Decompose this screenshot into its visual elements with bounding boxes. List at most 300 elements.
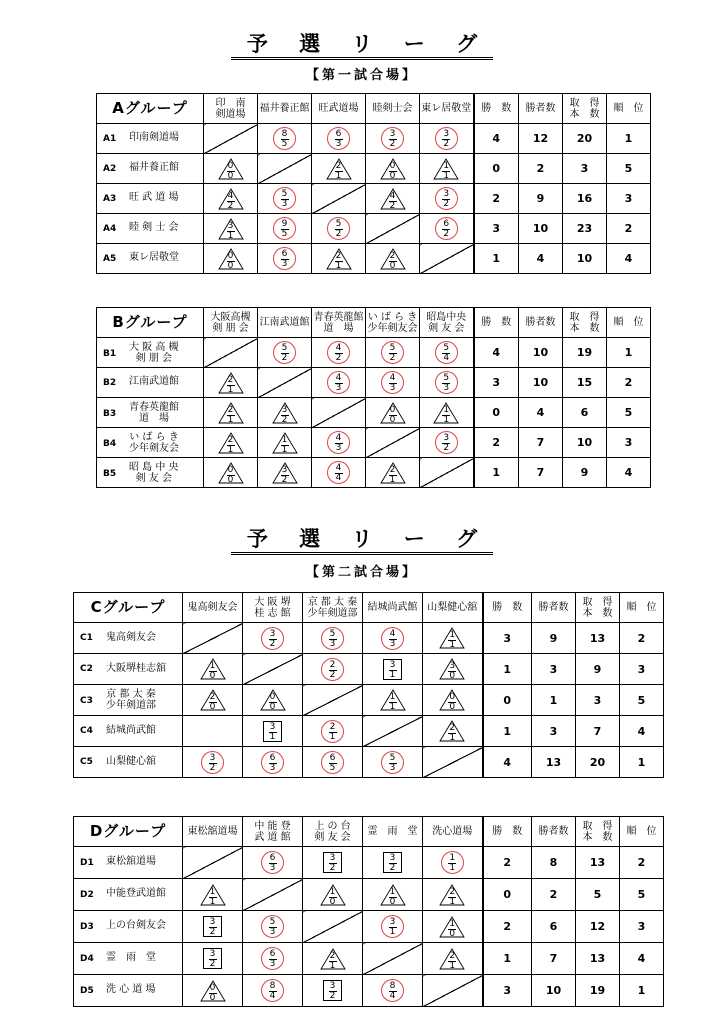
table-row — [74, 685, 664, 716]
loss-triangle-icon: $\frac{4}{2}$ — [380, 188, 406, 210]
stat-value: 4 — [607, 458, 651, 488]
match-result-cell — [363, 847, 423, 879]
table-row — [97, 338, 651, 368]
stat-value: 7 — [532, 943, 576, 975]
loss-triangle-icon: $\frac{3}{2}$ — [272, 462, 298, 484]
group-table-Bグループ — [96, 307, 651, 488]
loss-triangle-icon: $\frac{2}{1}$ — [218, 432, 244, 454]
team-code: C4 — [80, 726, 93, 737]
opponent-column-header: 旺武道場 — [312, 94, 366, 124]
match-result-cell — [258, 154, 312, 184]
win-circle-icon: $\frac{6}{3}$ — [327, 127, 350, 150]
stat-value: 1 — [474, 244, 519, 274]
match-result-cell — [204, 398, 258, 428]
stat-value: 12 — [576, 911, 620, 943]
stat-column-header: 勝者数 — [519, 94, 563, 124]
stat-value: 3 — [474, 368, 519, 398]
team-code: B5 — [103, 468, 117, 479]
team-code: C5 — [80, 757, 93, 768]
match-result-cell — [363, 716, 423, 747]
stat-value: 5 — [620, 879, 664, 911]
match-result-cell — [363, 879, 423, 911]
match-result-cell — [243, 716, 303, 747]
team-name: い ば ら き 少年剣友会 — [129, 431, 179, 454]
stat-value: 9 — [519, 184, 563, 214]
stat-value: 4 — [620, 943, 664, 975]
section2-venue: 【第二試合場】 — [305, 565, 418, 580]
team-code: B1 — [103, 348, 117, 359]
stat-value: 7 — [519, 428, 563, 458]
table-row — [74, 879, 664, 911]
team-name: 大阪堺桂志舘 — [106, 662, 166, 674]
stat-value: 1 — [483, 716, 532, 747]
stat-column-header: 勝 数 — [474, 308, 519, 338]
match-result-cell — [363, 943, 423, 975]
loss-triangle-icon: $\frac{1}{1}$ — [380, 689, 406, 711]
group-name: Cグループ — [74, 593, 183, 623]
match-result-cell — [366, 154, 420, 184]
match-result-cell — [303, 685, 363, 716]
match-result-cell — [204, 368, 258, 398]
win-circle-icon: $\frac{5}{3}$ — [321, 627, 344, 650]
match-result-cell — [204, 338, 258, 368]
opponent-column-header: 東レ居敬堂 — [420, 94, 474, 124]
stat-value: 0 — [474, 398, 519, 428]
loss-triangle-icon: $\frac{2}{1}$ — [380, 462, 406, 484]
team-code: B4 — [103, 438, 117, 449]
stat-value: 1 — [474, 458, 519, 488]
match-result-cell — [312, 428, 366, 458]
match-result-cell — [420, 458, 474, 488]
match-result-cell — [243, 943, 303, 975]
match-result-cell — [303, 716, 363, 747]
stat-value: 2 — [519, 154, 563, 184]
match-result-cell — [258, 428, 312, 458]
win-circle-icon: $\frac{2}{2}$ — [321, 658, 344, 681]
match-result-cell — [183, 911, 243, 943]
stat-value: 4 — [519, 244, 563, 274]
match-result-cell — [258, 398, 312, 428]
loss-triangle-icon: $\frac{1}{0}$ — [320, 884, 346, 906]
win-circle-icon: $\frac{5}{3}$ — [435, 371, 458, 394]
win-circle-icon: $\frac{2}{1}$ — [321, 720, 344, 743]
win-circle-icon: $\frac{3}{1}$ — [381, 915, 404, 938]
section1-venue: 【第一試合場】 — [305, 68, 418, 83]
match-result-cell — [204, 244, 258, 274]
loss-triangle-icon: $\frac{0}{0}$ — [380, 402, 406, 424]
win-circle-icon: $\frac{5}{2}$ — [327, 217, 350, 240]
match-result-cell — [312, 184, 366, 214]
team-cell — [97, 458, 204, 488]
stat-value: 19 — [576, 975, 620, 1007]
stat-value: 1 — [620, 747, 664, 778]
team-code: A1 — [103, 133, 117, 144]
team-name: 旺 武 道 場 — [129, 192, 179, 204]
loss-triangle-icon: $\frac{0}{0}$ — [260, 689, 286, 711]
win-circle-icon: $\frac{6}{3}$ — [261, 751, 284, 774]
stat-value: 15 — [563, 368, 607, 398]
team-name: 中能登武道館 — [106, 888, 166, 900]
stat-value: 3 — [563, 154, 607, 184]
loss-triangle-icon: $\frac{3}{0}$ — [439, 658, 465, 680]
table-row — [97, 458, 651, 488]
match-result-cell — [243, 879, 303, 911]
stat-value: 3 — [576, 685, 620, 716]
opponent-column-header: 鬼高剣友会 — [183, 593, 243, 623]
match-result-cell — [312, 398, 366, 428]
team-name: 霊 雨 堂 — [106, 952, 156, 964]
loss-triangle-icon: $\frac{2}{1}$ — [218, 402, 244, 424]
match-result-cell — [303, 943, 363, 975]
team-code: D5 — [80, 985, 94, 996]
match-result-cell — [204, 428, 258, 458]
stat-column-header: 取 得 本 数 — [576, 817, 620, 847]
stat-value: 7 — [576, 716, 620, 747]
match-result-cell — [363, 911, 423, 943]
match-result-cell — [420, 184, 474, 214]
match-result-cell — [243, 911, 303, 943]
match-result-cell — [366, 244, 420, 274]
opponent-column-header: 青春英龍館 道 場 — [312, 308, 366, 338]
loss-triangle-icon: $\frac{2}{1}$ — [439, 720, 465, 742]
stat-value: 4 — [474, 338, 519, 368]
table-row — [74, 654, 664, 685]
win-circle-icon: $\frac{3}{2}$ — [435, 431, 458, 454]
opponent-column-header: 昭島中央 剣 友 会 — [420, 308, 474, 338]
stat-value: 4 — [474, 124, 519, 154]
stat-value: 2 — [607, 368, 651, 398]
match-result-cell — [258, 244, 312, 274]
group-name: Dグループ — [74, 817, 183, 847]
match-result-cell — [258, 214, 312, 244]
stat-value: 3 — [607, 184, 651, 214]
win-circle-icon: $\frac{5}{2}$ — [381, 341, 404, 364]
match-result-cell — [366, 214, 420, 244]
group-table-Cグループ — [73, 592, 664, 778]
match-result-cell — [258, 338, 312, 368]
match-result-cell — [366, 124, 420, 154]
opponent-column-header: い ば ら き 少年剣友会 — [366, 308, 420, 338]
team-cell — [74, 623, 183, 654]
stat-value: 13 — [576, 943, 620, 975]
stat-value: 0 — [474, 154, 519, 184]
draw-square-icon: $\frac{3}{2}$ — [203, 948, 222, 969]
stat-value: 10 — [563, 244, 607, 274]
match-result-cell — [204, 124, 258, 154]
match-result-cell — [366, 368, 420, 398]
table-row — [74, 975, 664, 1007]
stat-column-header: 順 位 — [620, 817, 664, 847]
match-result-cell — [243, 623, 303, 654]
team-name: 鬼高剣友会 — [106, 631, 156, 643]
team-cell — [74, 747, 183, 778]
match-result-cell — [423, 975, 483, 1007]
team-cell — [97, 184, 204, 214]
team-code: B2 — [103, 377, 117, 388]
stat-value: 13 — [532, 747, 576, 778]
match-result-cell — [183, 685, 243, 716]
stat-value: 1 — [607, 124, 651, 154]
stat-value: 0 — [483, 879, 532, 911]
table-row — [97, 428, 651, 458]
team-name: 昭 島 中 央 剣 友 会 — [129, 461, 179, 484]
match-result-cell — [303, 975, 363, 1007]
draw-square-icon: $\frac{3}{2}$ — [323, 980, 342, 1001]
opponent-column-header: 大阪高槻 剣 朋 会 — [204, 308, 258, 338]
match-result-cell — [312, 124, 366, 154]
win-circle-icon: $\frac{6}{5}$ — [321, 751, 344, 774]
team-code: C1 — [80, 633, 93, 644]
match-result-cell — [183, 747, 243, 778]
match-result-cell — [204, 214, 258, 244]
draw-square-icon: $\frac{3}{2}$ — [383, 852, 402, 873]
table-row — [97, 184, 651, 214]
team-name: 江南武道館 — [129, 376, 179, 388]
stat-value: 2 — [620, 847, 664, 879]
loss-triangle-icon: $\frac{2}{1}$ — [439, 948, 465, 970]
win-circle-icon: $\frac{3}{2}$ — [201, 751, 224, 774]
loss-triangle-icon: $\frac{4}{2}$ — [218, 188, 244, 210]
team-cell — [97, 428, 204, 458]
loss-triangle-icon: $\frac{1}{1}$ — [439, 627, 465, 649]
match-result-cell — [303, 623, 363, 654]
win-circle-icon: $\frac{9}{5}$ — [273, 217, 296, 240]
team-name: 東レ居敬堂 — [129, 252, 179, 264]
table-row — [74, 911, 664, 943]
match-result-cell — [423, 716, 483, 747]
match-result-cell — [423, 623, 483, 654]
stat-value: 3 — [532, 654, 576, 685]
opponent-column-header: 睦剣士会 — [366, 94, 420, 124]
stat-column-header: 勝者数 — [532, 593, 576, 623]
stat-value: 9 — [576, 654, 620, 685]
match-result-cell — [420, 428, 474, 458]
match-result-cell — [420, 214, 474, 244]
stat-column-header: 順 位 — [607, 308, 651, 338]
section1-title: 予 選 リ ー グ — [0, 28, 724, 58]
match-result-cell — [258, 458, 312, 488]
loss-triangle-icon: $\frac{1}{1}$ — [433, 158, 459, 180]
match-result-cell — [303, 879, 363, 911]
win-circle-icon: $\frac{4}{4}$ — [327, 461, 350, 484]
match-result-cell — [363, 975, 423, 1007]
stat-value: 7 — [519, 458, 563, 488]
stat-value: 4 — [620, 716, 664, 747]
stat-value: 1 — [607, 338, 651, 368]
match-result-cell — [183, 847, 243, 879]
draw-square-icon: $\frac{3}{1}$ — [263, 721, 282, 742]
win-circle-icon: $\frac{3}{2}$ — [261, 627, 284, 650]
match-result-cell — [312, 154, 366, 184]
stat-column-header: 順 位 — [620, 593, 664, 623]
match-result-cell — [312, 338, 366, 368]
match-result-cell — [423, 747, 483, 778]
team-cell — [74, 716, 183, 747]
opponent-column-header: 結城尚武館 — [363, 593, 423, 623]
loss-triangle-icon: $\frac{3}{2}$ — [272, 402, 298, 424]
win-circle-icon: $\frac{8}{5}$ — [273, 127, 296, 150]
win-circle-icon: $\frac{5}{2}$ — [273, 341, 296, 364]
group-name: Aグループ — [97, 94, 204, 124]
stat-value: 5 — [607, 154, 651, 184]
match-result-cell — [183, 975, 243, 1007]
team-cell — [74, 847, 183, 879]
stat-value: 19 — [563, 338, 607, 368]
team-name: 山梨健心舘 — [106, 755, 156, 767]
stat-value: 8 — [532, 847, 576, 879]
stat-value: 5 — [620, 685, 664, 716]
stat-value: 1 — [620, 975, 664, 1007]
win-circle-icon: $\frac{6}{2}$ — [435, 217, 458, 240]
stat-value: 4 — [483, 747, 532, 778]
loss-triangle-icon: $\frac{2}{0}$ — [200, 689, 226, 711]
draw-square-icon: $\frac{3}{1}$ — [383, 659, 402, 680]
stat-value: 12 — [519, 124, 563, 154]
table-row — [74, 747, 664, 778]
team-cell — [97, 368, 204, 398]
opponent-column-header: 福井養正館 — [258, 94, 312, 124]
loss-triangle-icon: $\frac{1}{0}$ — [200, 658, 226, 680]
loss-triangle-icon: $\frac{2}{0}$ — [380, 248, 406, 270]
match-result-cell — [312, 244, 366, 274]
loss-triangle-icon: $\frac{0}{0}$ — [439, 689, 465, 711]
stat-value: 6 — [532, 911, 576, 943]
stat-value: 4 — [607, 244, 651, 274]
team-name: 京 都 太 秦 少年剣道部 — [106, 689, 156, 711]
match-result-cell — [183, 716, 243, 747]
loss-triangle-icon: $\frac{1}{1}$ — [272, 432, 298, 454]
team-name: 福井養正館 — [129, 162, 179, 174]
stat-value: 2 — [532, 879, 576, 911]
team-name: 睦 剣 士 会 — [129, 222, 179, 234]
win-circle-icon: $\frac{4}{2}$ — [327, 341, 350, 364]
match-result-cell — [420, 338, 474, 368]
stat-column-header: 順 位 — [607, 94, 651, 124]
team-cell — [74, 654, 183, 685]
loss-triangle-icon: $\frac{2}{1}$ — [439, 884, 465, 906]
match-result-cell — [423, 654, 483, 685]
stat-value: 3 — [620, 911, 664, 943]
stat-value: 2 — [607, 214, 651, 244]
team-code: C2 — [80, 664, 93, 675]
loss-triangle-icon: $\frac{3}{1}$ — [218, 218, 244, 240]
loss-triangle-icon: $\frac{1}{0}$ — [380, 884, 406, 906]
team-name: 上の台剣友会 — [106, 920, 166, 932]
table-row — [97, 214, 651, 244]
loss-triangle-icon: $\frac{1}{0}$ — [439, 916, 465, 938]
match-result-cell — [423, 685, 483, 716]
loss-triangle-icon: $\frac{0}{0}$ — [218, 248, 244, 270]
match-result-cell — [258, 124, 312, 154]
win-circle-icon: $\frac{6}{3}$ — [261, 851, 284, 874]
stat-value: 20 — [563, 124, 607, 154]
match-result-cell — [183, 943, 243, 975]
loss-triangle-icon: $\frac{2}{1}$ — [326, 248, 352, 270]
team-cell — [97, 244, 204, 274]
team-name: 結城尚武館 — [106, 724, 156, 736]
match-result-cell — [366, 398, 420, 428]
match-result-cell — [243, 685, 303, 716]
opponent-column-header: 京 都 太 秦 少年剣道部 — [303, 593, 363, 623]
team-code: D1 — [80, 857, 94, 868]
stat-value: 1 — [483, 943, 532, 975]
match-result-cell — [204, 184, 258, 214]
stat-value: 10 — [519, 214, 563, 244]
win-circle-icon: $\frac{6}{3}$ — [261, 947, 284, 970]
table-row — [97, 368, 651, 398]
win-circle-icon: $\frac{5}{3}$ — [261, 915, 284, 938]
win-circle-icon: $\frac{6}{3}$ — [273, 247, 296, 270]
opponent-column-header: 中 能 登 武 道 館 — [243, 817, 303, 847]
match-result-cell — [258, 368, 312, 398]
section2-title: 予 選 リ ー グ — [0, 523, 724, 553]
team-code: A3 — [103, 193, 117, 204]
stat-value: 10 — [519, 368, 563, 398]
match-result-cell — [258, 184, 312, 214]
stat-value: 2 — [474, 184, 519, 214]
team-cell — [74, 911, 183, 943]
win-circle-icon: $\frac{5}{3}$ — [381, 751, 404, 774]
loss-triangle-icon: $\frac{2}{1}$ — [326, 158, 352, 180]
stat-value: 23 — [563, 214, 607, 244]
stat-value: 10 — [563, 428, 607, 458]
table-row — [74, 943, 664, 975]
opponent-column-header: 霊 雨 堂 — [363, 817, 423, 847]
opponent-column-header: 上 の 台 剣 友 会 — [303, 817, 363, 847]
team-cell — [74, 685, 183, 716]
team-name: 洗 心 道 場 — [106, 984, 156, 996]
team-code: D3 — [80, 921, 94, 932]
stat-column-header: 勝者数 — [532, 817, 576, 847]
stat-value: 0 — [483, 685, 532, 716]
opponent-column-header: 大 阪 堺 桂 志 館 — [243, 593, 303, 623]
match-result-cell — [243, 975, 303, 1007]
team-cell — [74, 943, 183, 975]
match-result-cell — [420, 154, 474, 184]
table-row — [97, 124, 651, 154]
match-result-cell — [204, 458, 258, 488]
match-result-cell — [312, 458, 366, 488]
stat-value: 3 — [607, 428, 651, 458]
win-circle-icon: $\frac{1}{1}$ — [441, 851, 464, 874]
stat-value: 10 — [532, 975, 576, 1007]
table-row — [97, 154, 651, 184]
match-result-cell — [303, 747, 363, 778]
loss-triangle-icon: $\frac{0}{0}$ — [200, 980, 226, 1002]
match-result-cell — [366, 338, 420, 368]
loss-triangle-icon: $\frac{0}{0}$ — [380, 158, 406, 180]
stat-value: 5 — [576, 879, 620, 911]
group-name: Bグループ — [97, 308, 204, 338]
team-cell — [74, 879, 183, 911]
opponent-column-header: 洗心道場 — [423, 817, 483, 847]
match-result-cell — [204, 154, 258, 184]
match-result-cell — [366, 458, 420, 488]
stat-value: 3 — [532, 716, 576, 747]
team-name: 東松舘道場 — [106, 856, 156, 868]
match-result-cell — [303, 847, 363, 879]
stat-value: 2 — [474, 428, 519, 458]
stat-value: 10 — [519, 338, 563, 368]
table-row — [97, 244, 651, 274]
win-circle-icon: $\frac{8}{4}$ — [261, 979, 284, 1002]
win-circle-icon: $\frac{4}{3}$ — [327, 431, 350, 454]
stat-column-header: 取 得 本 数 — [563, 94, 607, 124]
stat-value: 1 — [483, 654, 532, 685]
team-code: B3 — [103, 408, 117, 419]
group-table-Aグループ — [96, 93, 651, 274]
team-cell — [97, 398, 204, 428]
